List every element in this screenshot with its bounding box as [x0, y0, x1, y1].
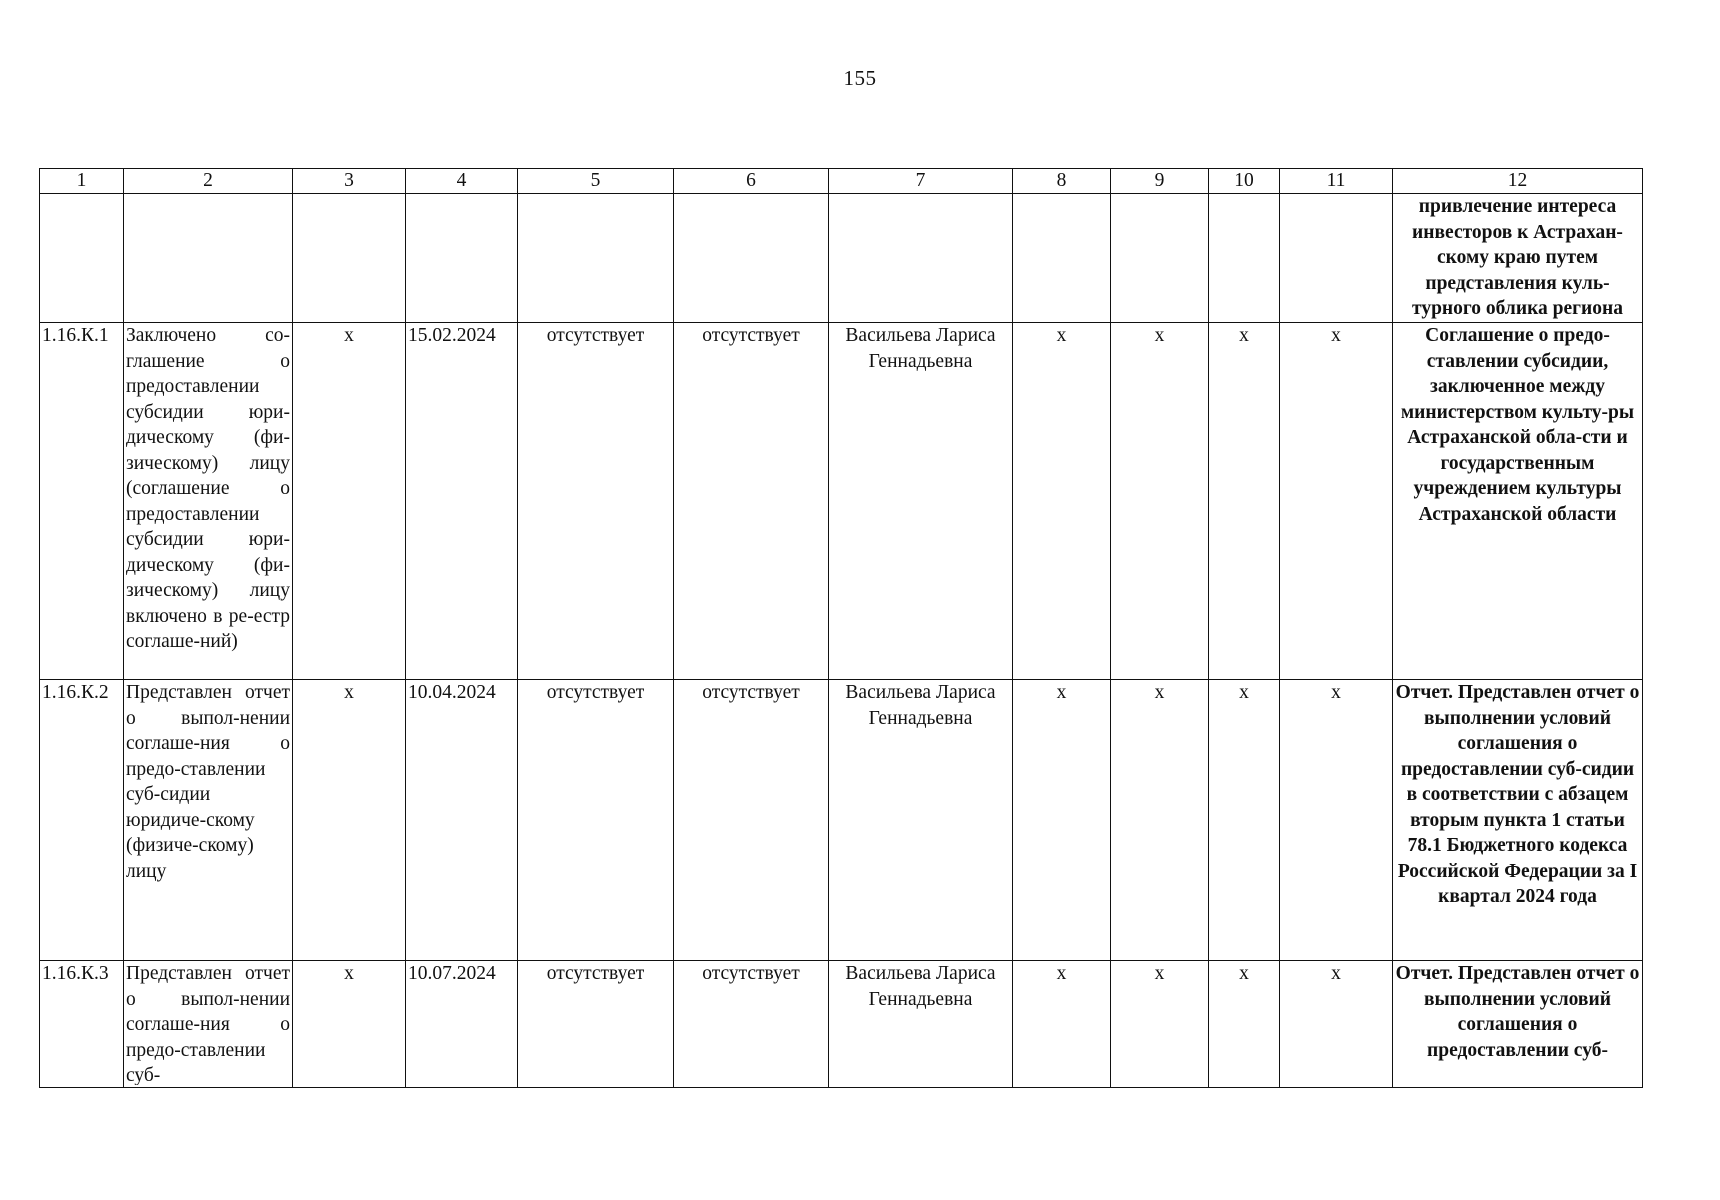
cell-responsible: Васильева Лариса Геннадьевна	[829, 961, 1013, 1088]
cell-col9: x	[1111, 323, 1209, 680]
cell-number: 1.16.К.3	[40, 961, 124, 1088]
table-row	[40, 323, 1643, 680]
col-header: 9	[1111, 169, 1209, 194]
cell-event: Представлен отчет о выпол-нении соглаше-ния о предо-ставлении суб-сидии юридиче-скому (физиче-скому) лицу	[124, 680, 293, 961]
cell-col10: x	[1209, 323, 1280, 680]
cell-col10: x	[1209, 961, 1280, 1088]
cell-event	[124, 194, 293, 323]
cell-number: 1.16.К.1	[40, 323, 124, 680]
cell-col6: отсутствует	[674, 680, 829, 961]
cell-event-text: Представлен отчет о выпол-нении соглаше-ния о предо-ставлении суб-	[126, 963, 290, 1085]
cell-number: 1.16.К.2	[40, 680, 124, 961]
cell-event: Заключено со-глашение о предоставлении субсидии юри-дическому (фи-зическому) лицу (соглашение о предоставлении субсидии юри-дическому (фи-зическому) лицу включено в ре-естр соглаше-ний)	[124, 323, 293, 680]
cell-col10	[1209, 194, 1280, 323]
cell-col11: x	[1280, 323, 1393, 680]
cell-col10: x	[1209, 680, 1280, 961]
col-header: 2	[124, 169, 293, 194]
cell-col9: x	[1111, 680, 1209, 961]
cell-date: 10.04.2024	[406, 680, 518, 961]
col-header: 7	[829, 169, 1013, 194]
cell-responsible: Васильева Лариса Геннадьевна	[829, 680, 1013, 961]
cell-result: Соглашение о предо-ставлении субсидии, заключенное между министерством культу-ры Астраханской обла-сти и государственным учреждением культуры Астраханской области	[1393, 323, 1643, 680]
cell-col6: отсутствует	[674, 961, 829, 1088]
cell-col5: отсутствует	[518, 961, 674, 1088]
cell-col8: x	[1013, 680, 1111, 961]
table-row	[40, 194, 1643, 323]
col-header: 4	[406, 169, 518, 194]
cell-col5: отсутствует	[518, 680, 674, 961]
cell-responsible: Васильева Лариса Геннадьевна	[829, 323, 1013, 680]
cell-col6: отсутствует	[674, 323, 829, 680]
cell-col3: x	[293, 680, 406, 961]
cell-col8	[1013, 194, 1111, 323]
cell-responsible	[829, 194, 1013, 323]
cell-col8: x	[1013, 961, 1111, 1088]
cell-col11: x	[1280, 961, 1393, 1088]
cell-col9: x	[1111, 961, 1209, 1088]
cell-result: Отчет. Представлен отчет о выполнении условий соглашения о предоставлении суб-сидии в соответствии с абзацем вторым пункта 1 статьи 78.1 Бюджетного кодекса Российской Федерации за I квартал 2024 года	[1393, 680, 1643, 961]
cell-col5	[518, 194, 674, 323]
cell-col3: x	[293, 961, 406, 1088]
table-row	[40, 680, 1643, 961]
col-header: 10	[1209, 169, 1280, 194]
col-header: 6	[674, 169, 829, 194]
header-row	[40, 169, 1643, 194]
report-table	[39, 168, 1643, 1088]
cell-col11: x	[1280, 680, 1393, 961]
cell-col5: отсутствует	[518, 323, 674, 680]
cell-date: 15.02.2024	[406, 323, 518, 680]
cell-col3	[293, 194, 406, 323]
cell-col8: x	[1013, 323, 1111, 680]
cell-result: привлечение интереса инвесторов к Астрахан-скому краю путем представления куль-турного облика региона	[1393, 194, 1643, 323]
col-header: 3	[293, 169, 406, 194]
cell-col9	[1111, 194, 1209, 323]
col-header: 5	[518, 169, 674, 194]
cell-result-text: Отчет. Представлен отчет о выполнении условий соглашения о предоставлении суб-	[1395, 963, 1640, 1061]
table-row	[40, 961, 1643, 1088]
cell-event	[124, 961, 293, 1088]
cell-number	[40, 194, 124, 323]
cell-col3: x	[293, 323, 406, 680]
cell-date	[406, 194, 518, 323]
page-number: 155	[843, 66, 877, 90]
cell-result	[1393, 961, 1643, 1088]
cell-date: 10.07.2024	[406, 961, 518, 1088]
cell-col6	[674, 194, 829, 323]
col-header: 11	[1280, 169, 1393, 194]
col-header: 8	[1013, 169, 1111, 194]
col-header: 12	[1393, 169, 1643, 194]
col-header: 1	[40, 169, 124, 194]
cell-col11	[1280, 194, 1393, 323]
